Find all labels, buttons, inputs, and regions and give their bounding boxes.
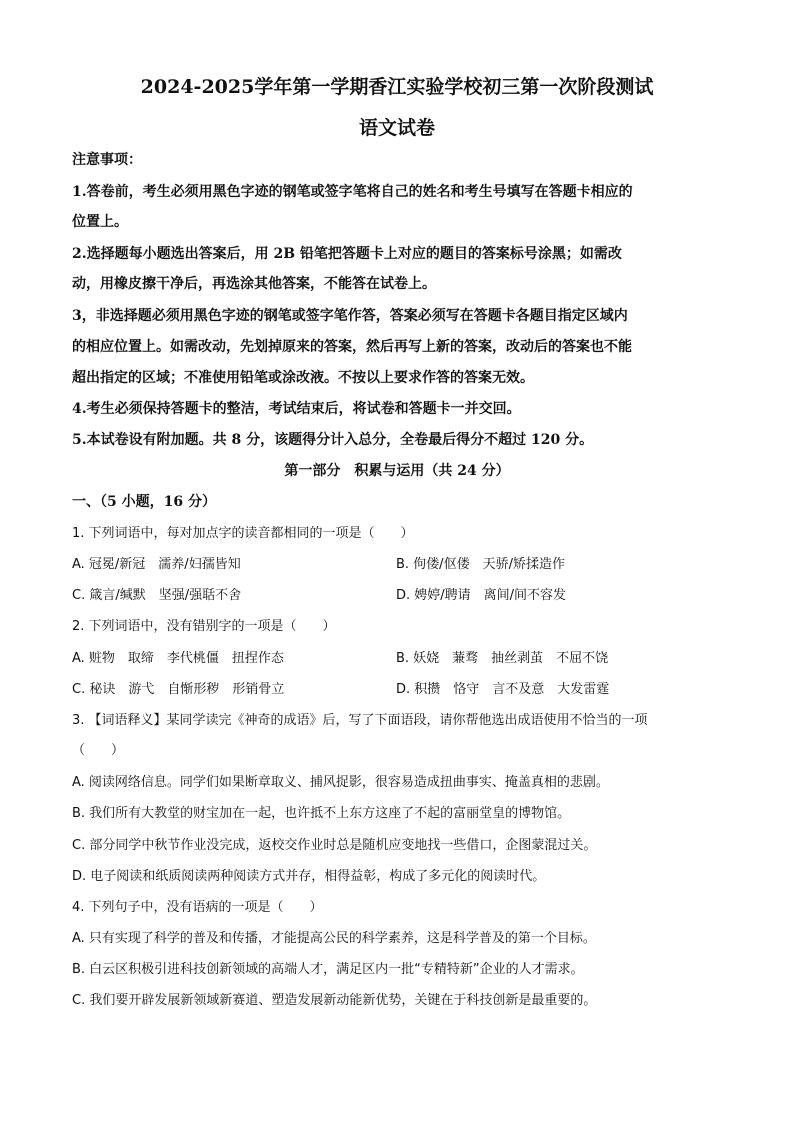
question-2-stem: 2. 下列词语中，没有错别字的一项是（ ） bbox=[72, 619, 336, 634]
question-1-stem: 1. 下列词语中，每对加点字的读音都相同的一项是（ ） bbox=[72, 526, 414, 541]
question-2-option-a: A. 赃物 取缔 李代桃僵 扭捏作态 bbox=[72, 651, 284, 666]
question-4-option-b: B. 白云区积极引进科技创新领域的高端人才，满足区内一批“专精特新”企业的人才需求。 bbox=[72, 962, 584, 977]
question-3-option-a: A. 阅读网络信息。同学们如果断章取义、捕风捉影，很容易造成扭曲事实、掩盖真相的悲剧。 bbox=[72, 775, 609, 790]
question-3-option-d: D. 电子阅读和纸质阅读两种阅读方式并存，相得益彰，构成了多元化的阅读时代。 bbox=[72, 869, 546, 884]
notice-line-5: 3，非选择题必须用黑色字迹的钢笔或签字笔作答，答案必须写在答题卡各题目指定区域内 bbox=[72, 308, 628, 324]
notice-line-9: 5.本试卷设有附加题。共 8 分，该题得分计入总分，全卷最后得分不超过 120 分。 bbox=[72, 432, 594, 448]
question-3-stem: 3. 【词语释义】某同学读完《神奇的成语》后，写了下面语段，请你帮他选出成语使用不恰当的一项 bbox=[72, 713, 648, 728]
part-heading: 第一部分 积累与运用（共 24 分） bbox=[284, 463, 510, 479]
notice-line-8: 4.考生必须保持答题卡的整洁，考试结束后，将试卷和答题卡一并交回。 bbox=[72, 401, 521, 417]
notice-line-6: 的相应位置上。如需改动，先划掉原来的答案，然后再写上新的答案，改动后的答案也不能 bbox=[72, 339, 632, 355]
question-4-option-a: A. 只有实现了科学的普及和传播，才能提高公民的科学素养，这是科学普及的第一个目标。 bbox=[72, 931, 596, 946]
question-3-stem-bracket: （ ） bbox=[72, 743, 125, 758]
section-heading: 一、（5 小题，16 分） bbox=[72, 494, 216, 510]
question-1-option-a: A. 冠冕/新冠 濡养/妇孺皆知 bbox=[72, 557, 241, 572]
notice-heading: 注意事项： bbox=[72, 152, 142, 168]
question-3-option-b: B. 我们所有大教堂的财宝加在一起，也许抵不上东方这座了不起的富丽堂皇的博物馆。 bbox=[72, 806, 571, 821]
notice-line-4: 动，用橡皮擦干净后，再选涂其他答案，不能答在试卷上。 bbox=[72, 276, 436, 292]
notice-line-2: 位置上。 bbox=[72, 214, 128, 230]
question-1-option-c: C. 箴言/缄默 坚强/强聒不舍 bbox=[72, 588, 242, 603]
question-2-option-c: C. 秘诀 游弋 自惭形秽 形销骨立 bbox=[72, 682, 285, 697]
question-2-option-b: B. 妖娆 蒹骛 抽丝剥茧 不屈不饶 bbox=[396, 651, 609, 666]
exam-title: 2024-2025学年第一学期香江实验学校初三第一次阶段测试 bbox=[140, 76, 654, 98]
question-3-option-c: C. 部分同学中秋节作业没完成，返校交作业时总是随机应变地找一些借口，企图蒙混过关。 bbox=[72, 838, 597, 853]
notice-line-3: 2.选择题每小题选出答案后，用 2B 铅笔把答题卡上对应的题目的答案标号涂黑；如需改 bbox=[72, 246, 622, 262]
question-1-option-d: D. 娉婷/聘请 离间/间不容发 bbox=[396, 588, 567, 603]
question-1-option-b: B. 佝偻/伛偻 天骄/矫揉造作 bbox=[396, 557, 565, 572]
notice-line-7: 超出指定的区域；不准使用铅笔或涂改液。不按以上要求作答的答案无效。 bbox=[72, 370, 534, 386]
exam-subtitle: 语文试卷 bbox=[358, 117, 435, 139]
question-2-option-d: D. 积攒 恪守 言不及意 大发雷霆 bbox=[396, 682, 610, 697]
notice-line-1: 1.答卷前，考生必须用黑色字迹的钢笔或签字笔将自己的姓名和考生号填写在答题卡相应的 bbox=[72, 184, 633, 200]
question-4-stem: 4. 下列句子中，没有语病的一项是（ ） bbox=[72, 900, 323, 915]
question-4-option-c: C. 我们要开辟发展新领域新赛道、塑造发展新动能新优势，关键在于科技创新是最重要的。 bbox=[72, 993, 597, 1008]
